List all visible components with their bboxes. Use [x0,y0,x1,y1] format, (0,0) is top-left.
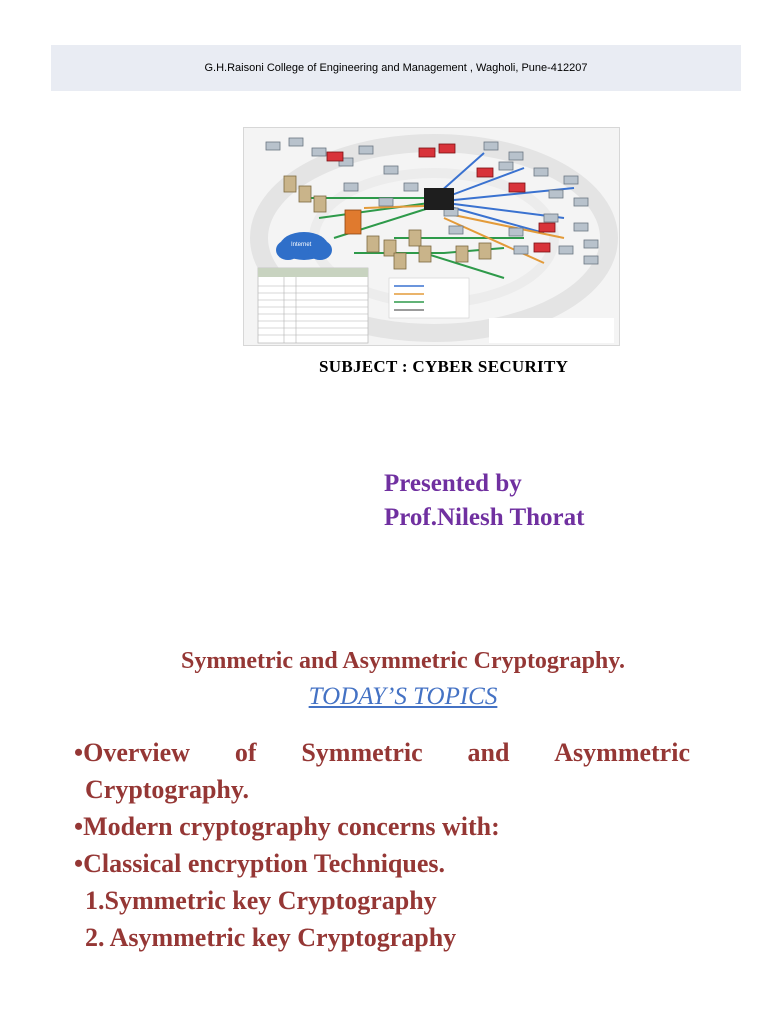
bullet-overview-word: of [234,738,257,767]
bullet-overview [74,734,690,771]
bullet-overview-word: Asymmetric [554,738,690,767]
bullet-classical-encryption: •Classical encryption Techniques. [74,849,445,878]
bullet-overview-word: and [467,738,510,767]
internet-label: Internet [291,242,312,248]
todays-topics-heading: TODAY’S TOPICS [308,683,498,710]
network-diagram-icon [244,128,619,345]
subject-heading: SUBJECT : CYBER SECURITY [319,357,569,376]
network-diagram-image [243,127,620,346]
numbered-item-symmetric: 1.Symmetric key Cryptography [85,886,437,915]
presented-by-label: Presented by [384,470,522,497]
numbered-item-asymmetric: 2. Asymmetric key Cryptography [85,923,457,952]
bullet-modern-cryptography: •Modern cryptography concerns with: [74,812,500,841]
bullet-overview-word: •Overview [74,738,190,767]
bullet-overview-word: Symmetric [301,738,423,767]
topic-list [74,734,690,956]
header-band [51,45,741,91]
document-title: Symmetric and Asymmetric Cryptography. [181,648,625,674]
presenter-block [384,467,584,535]
presenter-name: Prof.Nilesh Thorat [384,504,585,531]
college-name: G.H.Raisoni College of Engineering and Management , Wagholi, Pune-412207 [204,62,588,74]
bullet-overview-continuation: Cryptography. [85,775,249,804]
